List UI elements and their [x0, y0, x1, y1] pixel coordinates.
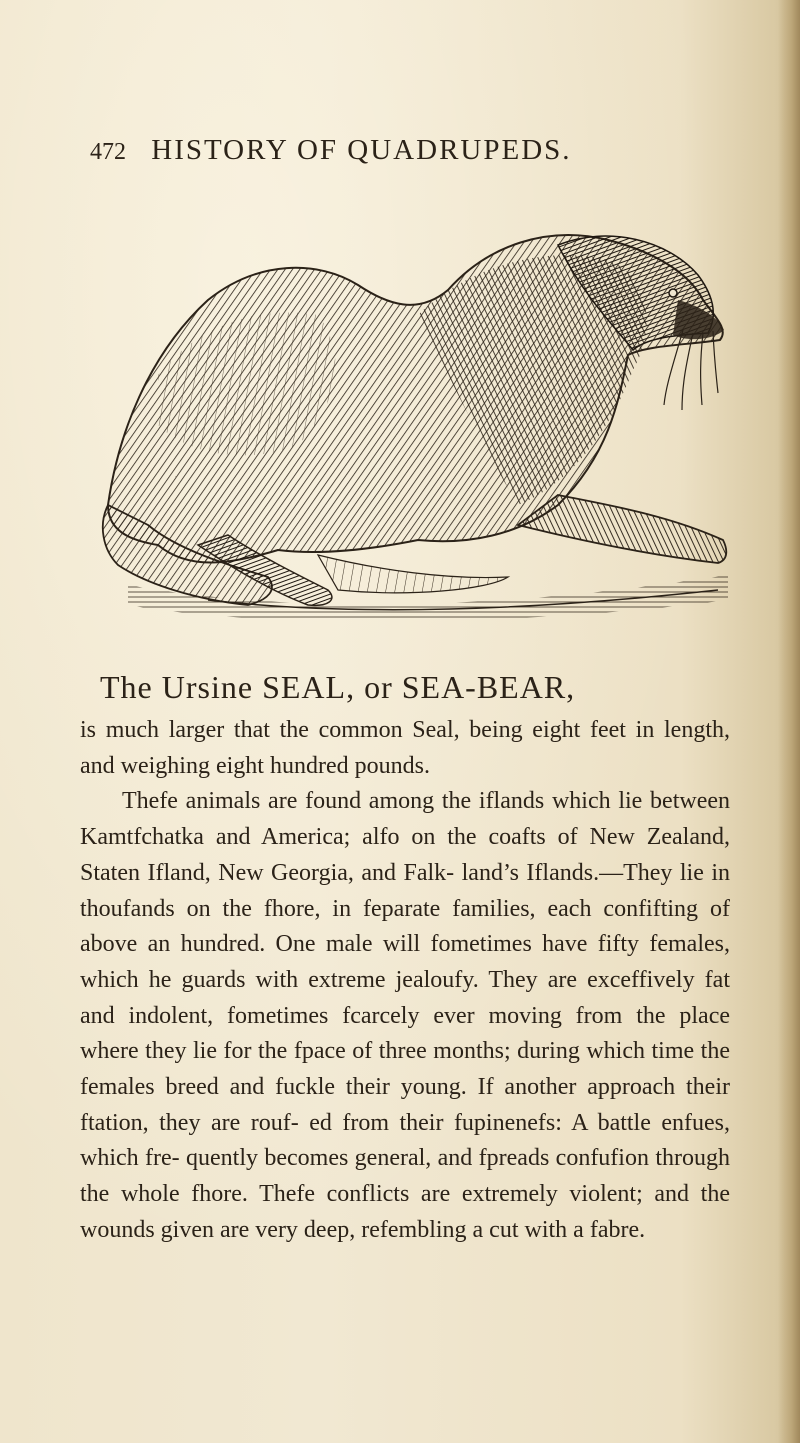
body-text: [80, 713, 730, 1249]
page-header: [90, 130, 690, 170]
page-number: 472: [90, 139, 126, 165]
paragraph-1: is much larger that the common Seal, being eight feet in length, and weighing eight hundred pounds.: [80, 717, 730, 779]
figure-caption: The Ursine SEAL, or SEA-BEAR,: [100, 669, 576, 705]
page-edge-shadow: [778, 0, 800, 1443]
seal-illustration: [88, 205, 738, 635]
paragraph-2: Thefe animals are found among the iflands which lie between Kamtfchatka and America; alfo on the coafts of New Zealand, Staten Ifland, New Georgia, and Falk- land’s Iflands.—They lie in thoufands on the fhore, in feparate families, each confifting of above an hundred. One male will fometimes have fifty females, which he guards with extreme jealoufy. They are exceffively fat and indolent, fometimes fcarcely ever moving from the place where they lie for the fpace of three months; during which time the females breed and fuckle their young. If another approach their ftation, they are rouf- ed from their fupinenefs: A battle enfues, which fre- quently becomes general, and fpreads confufion through the whole fhore. Thefe conflicts are extremely violent; and the wounds given are very deep, refembling a cut with a fabre.: [80, 788, 730, 1243]
seal-engraving: [88, 205, 738, 635]
running-head: HISTORY OF QUADRUPEDS.: [151, 134, 572, 166]
